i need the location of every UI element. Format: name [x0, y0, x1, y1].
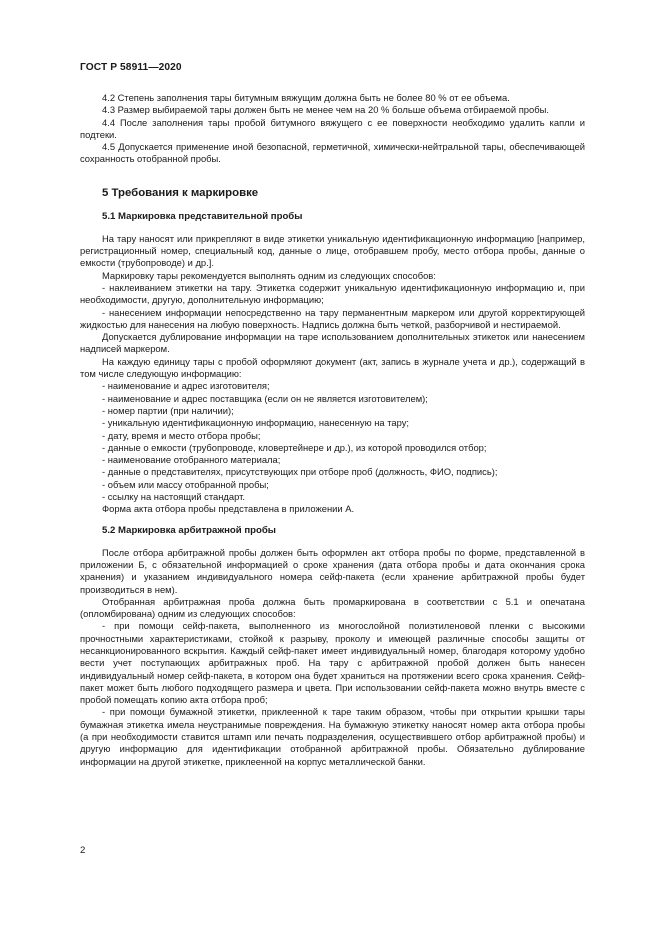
- subsection-title-5-1: 5.1 Маркировка представительной пробы: [102, 210, 303, 222]
- document-body: [80, 92, 585, 768]
- subsection-title-5-2: 5.2 Маркировка арбитражной пробы: [102, 524, 276, 536]
- paragraph: Форма акта отбора пробы представлена в приложении А.: [102, 503, 355, 515]
- list-item: - при помощи бумажной этикетки, приклеенной к таре таким образом, чтобы при открытии крышки тары бумажная этикетка имела неустранимые повреждения. На бумажную этикетку наносят номер акта отбора пробы (а при необходимости ставится штамп или печать подразделения, осуществившего отбор арбитражной пробы) и другую информацию для идентификации отобранной арбитражной пробы. Обязательно дублирование информации на другой этикетке, приклеенной на корпус металлической банки.: [80, 706, 585, 767]
- paragraph-4-4: 4.4 После заполнения тары пробой битумного вяжущего с ее поверхности необходимо удалить капли и подтеки.: [80, 116, 585, 140]
- document-header: ГОСТ Р 58911—2020: [80, 62, 182, 73]
- paragraph: Отобранная арбитражная проба должна быть промаркирована в соответствии с 5.1 и опечатана (опломбирована) одним из следующих способов:: [80, 595, 585, 620]
- list-item: - данные о представителях, присутствующих при отборе проб (должность, ФИО, подпись);: [102, 466, 498, 478]
- paragraph: После отбора арбитражной пробы должен быть оформлен акт отбора пробы по форме, представленной в приложении Б, с обязательной информацией о сроке хранения (дата отбора пробы и дата окончания срока хранения) и указанием индивидуального номера сейф-пакета (если хранение арбитражной пробы будет производиться в нем).: [80, 546, 585, 595]
- list-item: - нанесением информации непосредственно на тару перманентным маркером или другой корректирующей жидкостью для нанесения на любую поверхность. Надпись должна быть четкой, разборчивой и нестираемой.: [80, 306, 585, 330]
- list-item: - дату, время и место отбора пробы;: [102, 429, 261, 441]
- paragraph: На тару наносят или прикрепляют в виде этикетки уникальную идентификационную информацию [например, регистрационный номер, специальный код, данные о лице, отобравшем пробу, место отбора пробы, данные о емкости (трубопроводе) и др.].: [80, 232, 585, 269]
- section-title: 5 Требования к маркировке: [102, 186, 259, 199]
- paragraph: На каждую единицу тары с пробой оформляют документ (акт, запись в журнале учета и др.), содержащий в том числе следующую информацию:: [80, 355, 585, 380]
- list-item: - объем или массу отобранной пробы;: [102, 478, 269, 490]
- list-item: - наклеиванием этикетки на тару. Этикетка содержит уникальную идентификационную информацию и, при необходимости, другую, дополнительную информацию;: [80, 281, 585, 306]
- list-item: - наименование отобранного материала;: [102, 454, 281, 466]
- list-item: - наименование и адрес изготовителя;: [102, 380, 270, 392]
- page-number: 2: [80, 845, 86, 856]
- list-item: - номер партии (при наличии);: [102, 404, 234, 416]
- paragraph-4-5: 4.5 Допускается применение иной безопасной, герметичной, химически-нейтральной тары, обеспечивающей сохранность отобранной пробы.: [80, 141, 585, 165]
- list-item: - данные о емкости (трубопроводе, кловертейнере и др.), из которой проводился отбор;: [102, 441, 487, 453]
- list-item: - наименование и адрес поставщика (если он не является изготовителем);: [102, 392, 428, 404]
- list-item: - при помощи сейф-пакета, выполненного из многослойной полиэтиленовой пленки с высокими прочностными характеристиками, стойкой к разрыву, проколу и имеющей различные способы защиты от несанкционированного вскрытия. Каждый сейф-пакет имеет индивидуальный номер, благодаря которому удобно вести учет поступающих арбитражных проб. На тару с арбитражной пробой должен быть нанесен индивидуальный номер сейф-пакета, в котором она будет храниться на протяжении всего срока хранения. Сейф-пакет может быть любого подходящего размера и цвета. При использовании сейф-пакета можно внутрь вместе с пробой помещать копию акта отбора проб;: [80, 620, 585, 706]
- list-item: - уникальную идентификационную информацию, нанесенную на тару;: [102, 417, 410, 429]
- paragraph-4-3: 4.3 Размер выбираемой тары должен быть не менее чем на 20 % больше объема отбираемой пробы.: [102, 104, 549, 116]
- paragraph: Допускается дублирование информации на таре использованием дополнительных этикеток или нанесением надписей маркером.: [80, 331, 585, 355]
- list-item: - ссылку на настоящий стандарт.: [102, 491, 245, 503]
- paragraph-4-2: 4.2 Степень заполнения тары битумным вяжущим должна быть не более 80 % от ее объема.: [102, 92, 510, 103]
- paragraph: Маркировку тары рекомендуется выполнять одним из следующих способов:: [102, 269, 436, 281]
